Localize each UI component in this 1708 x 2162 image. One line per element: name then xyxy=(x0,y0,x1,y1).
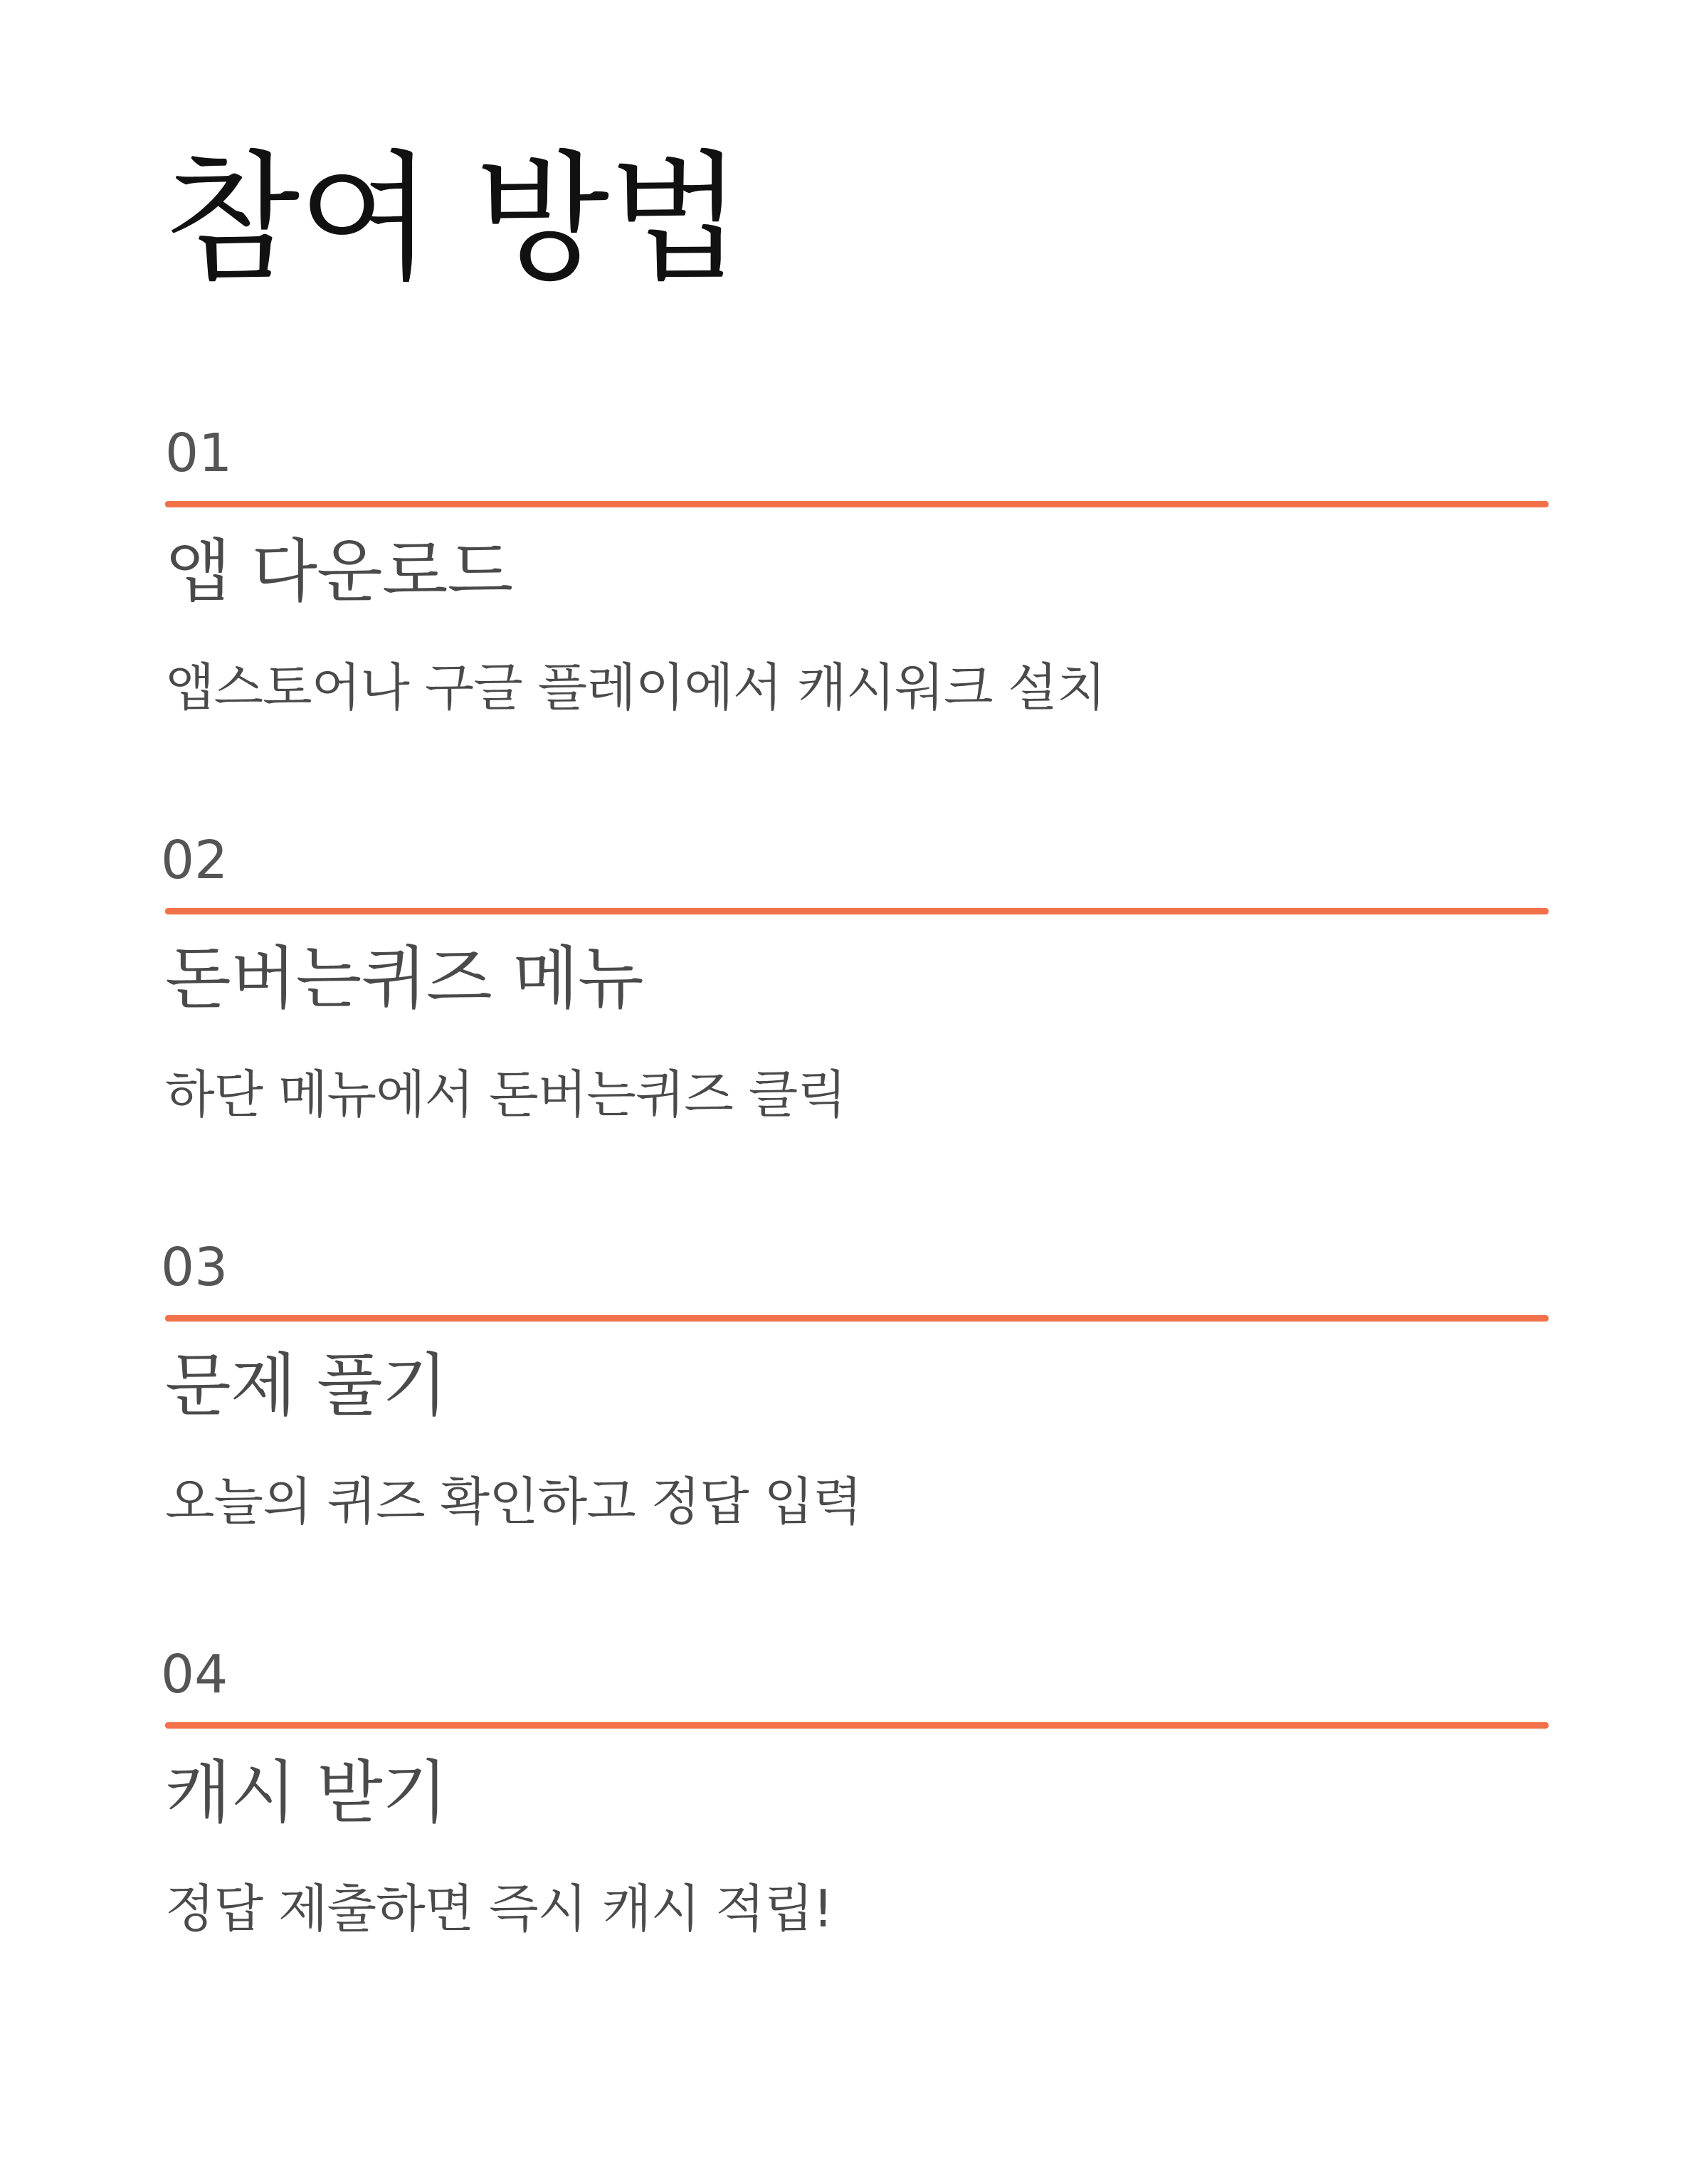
step-heading: 앱 다운로드 xyxy=(165,532,513,611)
step-divider xyxy=(165,1315,1549,1322)
step-description: 하단 메뉴에서 돈버는퀴즈 클릭 xyxy=(165,1065,846,1124)
step-divider xyxy=(165,908,1549,914)
step-divider xyxy=(165,501,1549,507)
step-divider xyxy=(165,1722,1549,1729)
page-title: 참여 방법 xyxy=(165,138,742,300)
step-number: 04 xyxy=(161,1644,228,1705)
step-number: 02 xyxy=(161,830,228,891)
step-heading: 문제 풀기 xyxy=(165,1346,448,1425)
step-description: 정답 제출하면 즉시 캐시 적립! xyxy=(165,1879,833,1939)
step-description: 오늘의 퀴즈 확인하고 정답 입력 xyxy=(165,1472,862,1531)
step-heading: 캐시 받기 xyxy=(165,1753,448,1833)
step-heading: 돈버는퀴즈 메뉴 xyxy=(165,939,643,1018)
step-number: 03 xyxy=(161,1237,228,1298)
step-number: 01 xyxy=(165,423,233,484)
step-description: 앱스토어나 구글 플레이에서 캐시워크 설치 xyxy=(165,658,1106,717)
